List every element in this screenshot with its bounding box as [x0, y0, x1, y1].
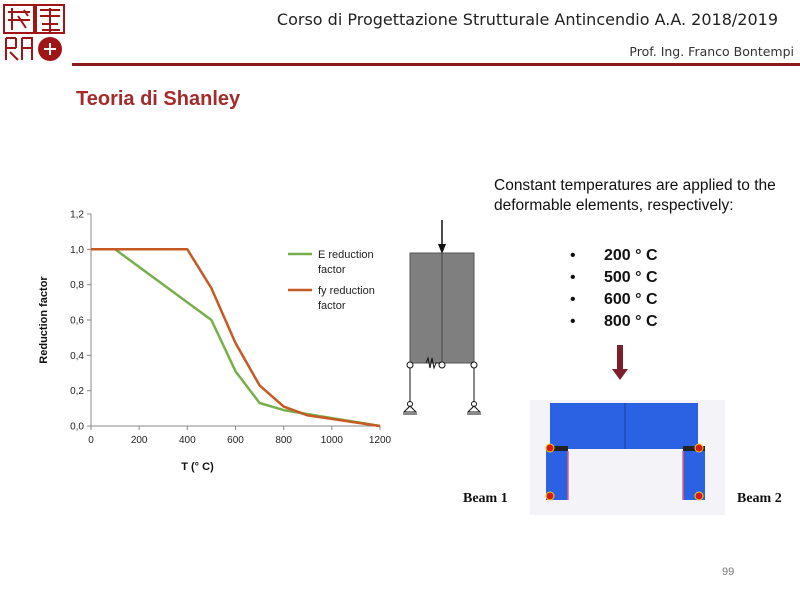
down-arrow-icon — [610, 345, 630, 381]
x-tick-label: 800 — [275, 435, 293, 446]
temperature-item: • 500 ° C — [566, 267, 658, 289]
column-diagram — [400, 220, 490, 420]
x-tick-label: 1000 — [320, 435, 343, 446]
course-title: Corso di Progettazione Strutturale Antincendio A.A. 2018/2019 — [276, 10, 778, 29]
header-divider — [72, 63, 800, 66]
y-tick-label: 0,6 — [70, 315, 84, 327]
x-tick-label: 200 — [130, 435, 148, 446]
x-tick-label: 600 — [227, 435, 244, 446]
legend-label: factor — [318, 300, 346, 312]
load-arrow — [438, 220, 446, 254]
support-hinges — [403, 362, 481, 414]
x-tick-label: 0 — [88, 435, 94, 446]
y-tick-label: 0,8 — [70, 280, 84, 292]
y-tick-label: 0,2 — [70, 386, 84, 398]
y-tick-label: 0,4 — [70, 350, 84, 362]
legend-label: fy reduction — [318, 285, 375, 297]
temperature-item: • 600 ° C — [566, 289, 658, 311]
y-axis-title: Reduction factor — [38, 276, 50, 364]
y-tick-label: 0,0 — [70, 421, 84, 433]
y-tick-label: 1,2 — [70, 209, 84, 221]
intro-text: Constant temperatures are applied to the deformable elements, respectively: — [494, 177, 776, 214]
beam-1-label: Beam 1 — [463, 491, 508, 506]
y-tick-label: 1,0 — [70, 244, 84, 256]
author-name: Prof. Ing. Franco Bontempi — [629, 44, 794, 59]
x-axis-title: T (° C) — [181, 461, 214, 473]
reduction-factor-chart — [30, 200, 400, 485]
temperature-list — [566, 245, 658, 333]
university-seal-logo — [2, 2, 66, 64]
beam-2-label: Beam 2 — [737, 491, 782, 506]
x-tick-label: 1200 — [368, 435, 392, 446]
beam-model-diagram — [530, 400, 725, 515]
slide-title: Teoria di Shanley — [76, 88, 241, 110]
x-tick-label: 400 — [178, 435, 196, 446]
page-number: 99 — [722, 566, 735, 578]
temperature-item: • 800 ° C — [566, 311, 658, 333]
legend-label: E reduction — [318, 249, 374, 261]
legend-label: factor — [318, 264, 346, 276]
temperature-item: • 200 ° C — [566, 245, 658, 267]
beam-top — [550, 403, 698, 449]
